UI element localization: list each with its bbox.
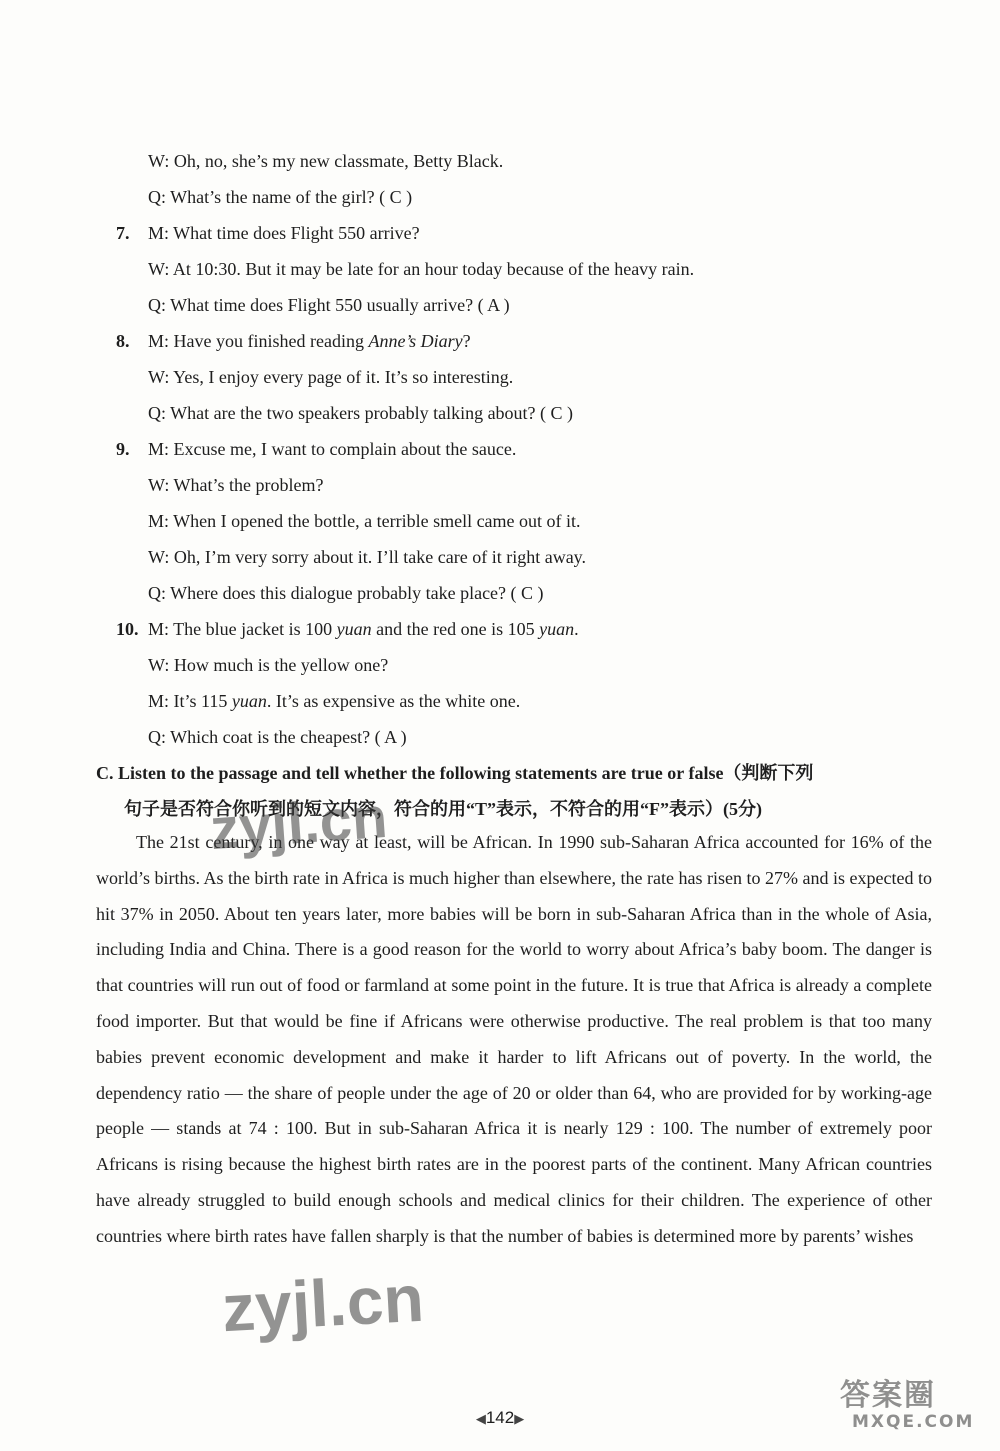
dialogue-line: Q: Where does this dialogue probably take place? ( C ) xyxy=(148,583,544,603)
question-7 xyxy=(116,222,420,244)
dialogue-line: W: Oh, I’m very sorry about it. I’ll take care of it right away. xyxy=(148,547,587,567)
logo-watermark-url: MXQE.COM xyxy=(852,1412,975,1432)
right-arrow-icon: ▶ xyxy=(514,1411,525,1426)
section-c-heading: C. Listen to the passage and tell whether the following statements are true or false（判断下列 xyxy=(96,763,814,783)
dialogue-line: W: Yes, I enjoy every page of it. It’s so interesting. xyxy=(148,367,514,387)
dialogue-text-end: . xyxy=(574,619,579,639)
dialogue-line: Q: Which coat is the cheapest? ( A ) xyxy=(148,727,407,747)
dialogue-text: M: It’s 115 xyxy=(148,691,232,711)
dialogue-text: M: What time does Flight 550 arrive? xyxy=(148,223,420,243)
currency-word: yuan xyxy=(539,619,575,639)
dialogue-line: W: What’s the problem? xyxy=(148,475,324,495)
question-9 xyxy=(116,438,516,460)
question-number: 7. xyxy=(116,223,130,243)
dialogue-line: Q: What are the two speakers probably talking about? ( C ) xyxy=(148,403,574,423)
dialogue-line: M: When I opened the bottle, a terrible smell came out of it. xyxy=(148,511,581,531)
dialogue-line: Q: What time does Flight 550 usually arrive? ( A ) xyxy=(148,295,510,315)
dialogue-line: W: At 10:30. But it may be late for an hour today because of the heavy rain. xyxy=(148,259,695,279)
currency-word: yuan xyxy=(231,691,267,711)
section-c-heading-cont: 句子是否符合你听到的短文内容，符合的用“T”表示，不符合的用“F”表示）(5分) xyxy=(124,799,762,819)
dialogue-line: W: Oh, no, she’s my new classmate, Betty Black. xyxy=(148,151,504,171)
watermark-text: zyjl.cn xyxy=(220,1260,426,1346)
question-number: 9. xyxy=(116,439,130,459)
dialogue-text-end: ? xyxy=(462,331,471,351)
listening-passage: The 21st century, in one way at least, will be African. In 1990 sub-Saharan Africa accounted for 16% of the world’s births. As the birth rate in Africa is much higher than elsewhere, the rate has risen to 27% and is expected to hit 37% in 2050. About ten years later, more babies will be born in sub-Saharan Africa than in the whole of Asia, including India and China. There is a good reason for the world to worry about Africa’s baby boom. The danger is that countries will run out of food or farmland at some point in the future. It is true that Africa is already a complete food importer. But that would be fine if Africans were otherwise productive. The real problem is that too many babies prevent economic development and make it harder to lift Africans out of poverty. In the world, the dependency ratio — the share of people under the age of 20 or older than 64, who are provided for by working-age people — stands at 74 : 100. But in sub-Saharan Africa it is nearly 129 : 100. The number of extremely poor Africans is rising because the highest birth rates are in the poorest parts of the continent. Many African countries have already struggled to build enough schools and medical clinics for their children. The experience of other countries where birth rates have fallen sharply is that the number of babies is determined more by parents’ wishes xyxy=(96,832,932,1246)
dialogue-text: M: Excuse me, I want to complain about the sauce. xyxy=(148,439,517,459)
book-title: Anne’s Diary xyxy=(368,331,463,351)
dialogue-line: W: How much is the yellow one? xyxy=(148,655,389,675)
dialogue-line xyxy=(148,690,520,712)
question-10 xyxy=(116,618,579,640)
question-number: 8. xyxy=(116,331,130,351)
question-number: 10. xyxy=(116,619,139,639)
dialogue-text: and the red one is 105 xyxy=(371,619,540,639)
watermark-text: zyjl.cn xyxy=(207,784,390,863)
dialogue-text: M: The blue jacket is 100 xyxy=(148,619,337,639)
logo-watermark: 答案圈 xyxy=(840,1378,936,1413)
currency-word: yuan xyxy=(336,619,372,639)
page-number-text: 142 xyxy=(485,1408,515,1427)
left-arrow-icon: ◀ xyxy=(475,1411,486,1426)
dialogue-text: . It’s as expensive as the white one. xyxy=(266,691,521,711)
dialogue-line: Q: What’s the name of the girl? ( C ) xyxy=(148,187,413,207)
dialogue-text: M: Have you finished reading xyxy=(148,331,369,351)
question-8 xyxy=(116,330,471,352)
